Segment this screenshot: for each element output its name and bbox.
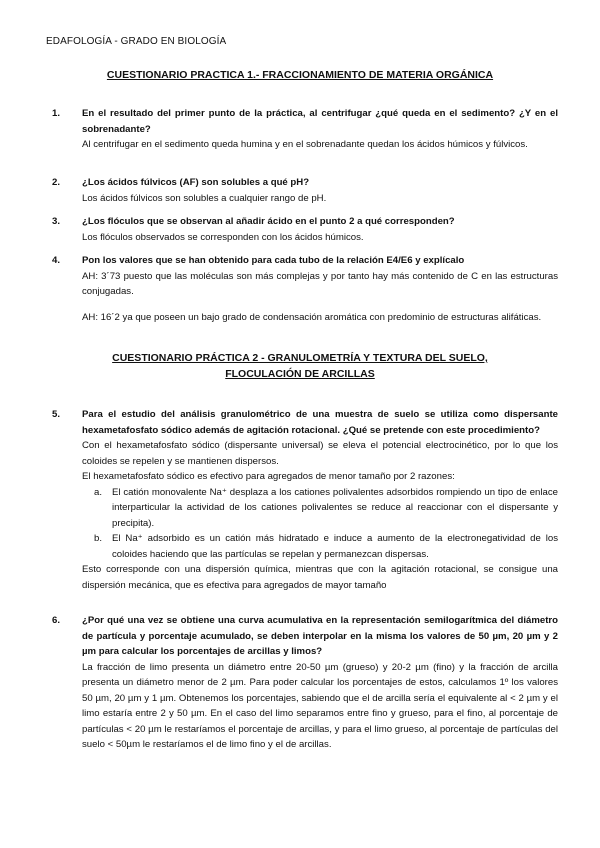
question-number: 4. — [52, 255, 61, 266]
page-header: EDAFOLOGÍA - GRADO EN BIOLOGÍA — [46, 36, 227, 47]
answer-text: Esto corresponde con una dispersión química, mientras que con la agitación rotacional, se consigue una dispersión mecánica, que es efectiva para agregados de mayor tamaño — [82, 564, 558, 591]
question-text: ¿Por qué una vez se obtiene una curva acumulativa en la representación semilogarítmica del diámetro de partícula y porcentaje acumulado, se deben interpolar en la misma los valores de 50 µm, 20 µm y 2 µm para calcular los porcentajes de arcillas y limos? — [82, 615, 558, 657]
question-text: Pon los valores que se han obtenido para cada tubo de la relación E4/E6 y explícalo — [82, 255, 465, 266]
question-number: 5. — [52, 409, 61, 420]
answer-text: Los flóculos observados se corresponden con los ácidos húmicos. — [82, 231, 364, 243]
answer-text: El hexametafosfato sódico es efectivo para agregados de menor tamaño por 2 razones: — [82, 471, 455, 482]
section-title-2-line2: FLOCULACIÓN DE ARCILLAS — [225, 368, 375, 380]
list-marker: a. — [94, 486, 103, 498]
question-1 — [52, 106, 558, 153]
question-5 — [52, 407, 558, 593]
question-number: 1. — [52, 108, 61, 119]
question-6 — [52, 613, 558, 753]
question-number: 2. — [52, 177, 61, 188]
list-item-text: El catión monovalente Na⁺ desplaza a los cationes polivalentes adsorbidos rompiendo un tipo de enlace interparticular la actividad de los cationes polivalentes se reduce al reaccionar con el dispersante y precipita). — [112, 486, 558, 529]
question-number: 6. — [52, 615, 61, 626]
question-text: Para el estudio del análisis granulométrico de una muestra de suelo se utiliza como dispersante hexametafosfato sódico además de agitación rotacional. ¿Qué se pretende con este procedimiento? — [82, 409, 558, 436]
question-4 — [52, 253, 558, 325]
question-text: En el resultado del primer punto de la práctica, al centrifugar ¿qué queda en el sedimento? ¿Y en el sobrenadante? — [82, 108, 558, 135]
answer-list — [82, 485, 558, 563]
answer-text: AH: 3´73 puesto que las moléculas son más complejas y por tanto hay más contenido de C en las estructuras conjugadas. — [82, 270, 558, 297]
list-item — [82, 531, 558, 562]
question-2 — [52, 175, 558, 206]
section-title-2 — [0, 350, 600, 382]
list-item-text: El Na⁺ adsorbido es un catión más hidratado e induce a aumento de la electronegatividad de los coloides haciendo que las partículas se repelan y permanezcan dispersas. — [112, 533, 558, 560]
list-item — [82, 485, 558, 532]
question-text: ¿Los ácidos fúlvicos (AF) son solubles a qué pH? — [82, 177, 310, 188]
question-number: 3. — [52, 216, 61, 227]
answer-text: AH: 16´2 ya que poseen un bajo grado de condensación aromática con predominio de estructuras alifáticas. — [82, 311, 542, 323]
answer-text: Los ácidos fúlvicos son solubles a cualquier rango de pH. — [82, 192, 327, 204]
list-marker: b. — [94, 533, 103, 544]
question-3 — [52, 214, 558, 245]
question-text: ¿Los flóculos que se observan al añadir ácido en el punto 2 a qué corresponden? — [82, 216, 455, 227]
answer-text: Con el hexametafosfato sódico (dispersante universal) se eleva el potencial electrocinético, por lo que los coloides se repelen y se mantienen dispersos. — [82, 440, 558, 467]
section-title-2-line1: CUESTIONARIO PRÁCTICA 2 - GRANULOMETRÍA Y TEXTURA DEL SUELO, — [112, 352, 488, 364]
answer-text: La fracción de limo presenta un diámetro entre 20-50 µm (grueso) y 20-2 µm (fino) y la fracción de arcilla presenta un diámetro menor de 2 µm. Para poder calcular los porcentajes de estos, calculamos 1º los valores 50 µm, 20 µm y 1 µm. Obtenemos los porcentajes, sabiendo que el de arcilla sería el equivalente al < 2 µm y el limo estaría entre 2 y 50 µm. En el caso del limo separamos entre fino y grueso, para el fino, al porcentaje de partículas < 20 µm le restaríamos el porcentaje de arcillas, y para el limo grueso, al porcentaje de partículas del suelo < 50µm le restaríamos el de limo fino y el de arcillas. — [82, 661, 558, 750]
answer-text: Al centrifugar en el sedimento queda humina y en el sobrenadante quedan los ácidos húmicos y fúlvicos. — [82, 139, 528, 150]
section-title-1: CUESTIONARIO PRACTICA 1.- FRACCIONAMIENTO DE MATERIA ORGÁNICA — [106, 69, 494, 81]
